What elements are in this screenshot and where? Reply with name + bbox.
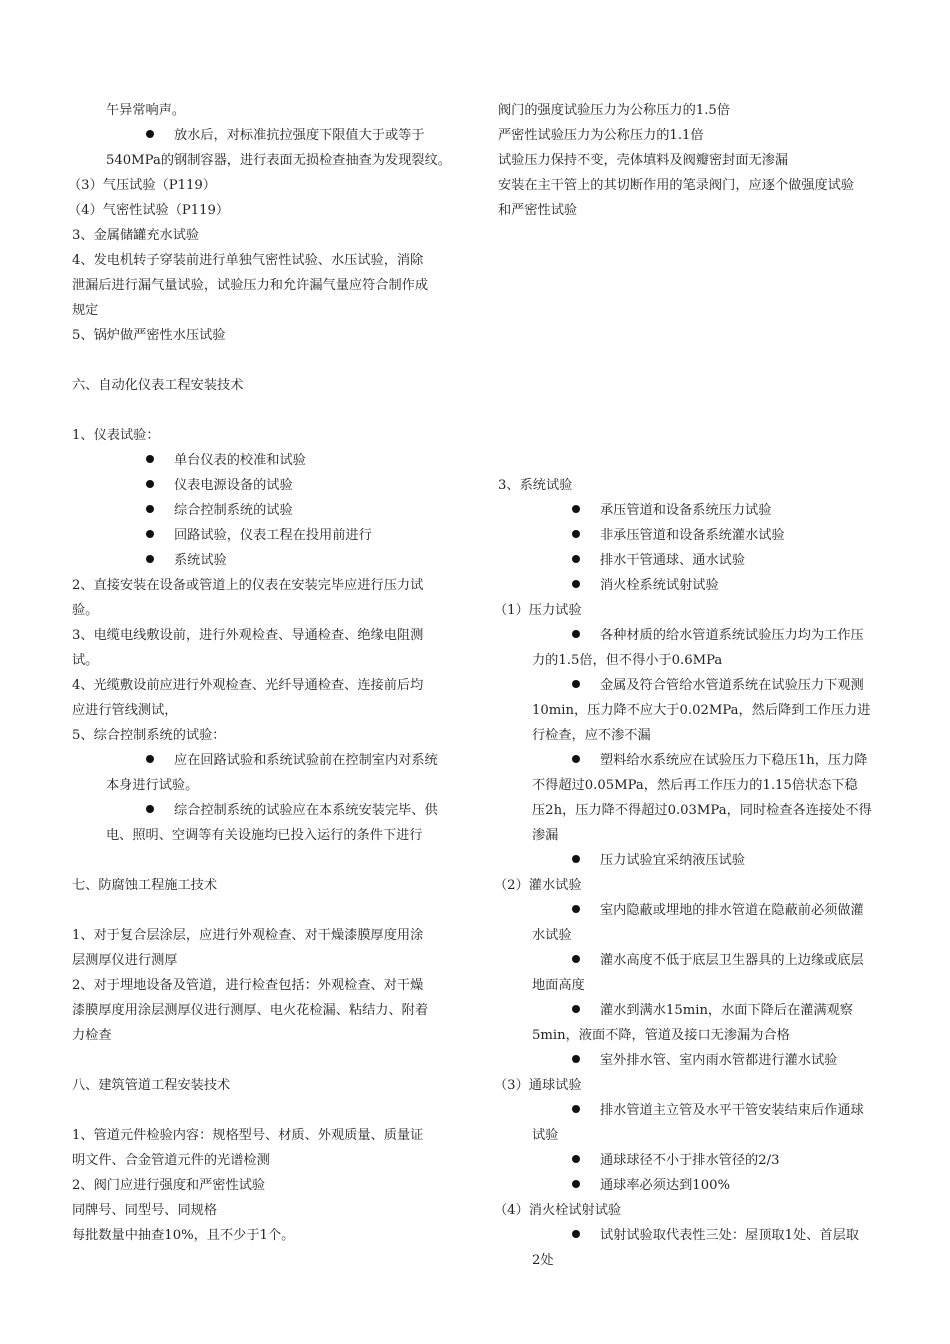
text-line: 严密性试验压力为公称压力的1.1倍	[498, 128, 704, 143]
bullet-icon	[146, 555, 154, 563]
bullet-icon	[572, 1105, 580, 1113]
text-line: 验。	[72, 603, 99, 618]
text-line: 行检查，应不渗不漏	[532, 728, 651, 743]
section-heading: 3、系统试验	[498, 478, 573, 493]
bullet-item: 应在回路试验和系统试验前在控制室内对系统	[72, 748, 467, 773]
text-line: 水试验	[532, 928, 572, 943]
text-line: 5、综合控制系统的试验：	[72, 728, 226, 743]
bullet-item: 通球率必须达到100%	[498, 1173, 893, 1198]
text-line: 2、直接安装在设备或管道上的仪表在安装完毕应进行压力试	[72, 578, 424, 593]
bullet-icon	[146, 480, 154, 488]
text-line: 540MPa的钢制容器，进行表面无损检查抽查为发现裂纹。	[106, 153, 451, 168]
bullet-item: 金属及符合管给水管道系统在试验压力下观测	[498, 673, 893, 698]
text-line: 10min，压力降不应大于0.02MPa，然后降到工作压力进	[532, 703, 871, 718]
text-line: 电、照明、空调等有关设施均已投入运行的条件下进行	[106, 828, 423, 843]
text-line: 4、发电机转子穿装前进行单独气密性试验、水压试验，消除	[72, 253, 424, 268]
sub-heading: （3）通球试验	[494, 1078, 582, 1093]
bullet-icon	[572, 1055, 580, 1063]
bullet-icon	[572, 680, 580, 688]
text-line: 层测厚仪进行测厚	[72, 953, 178, 968]
text-line: 阀门的强度试验压力为公称压力的1.5倍	[498, 103, 730, 118]
text-line: 明文件、合金管道元件的光谱检测	[72, 1153, 270, 1168]
bullet-icon	[572, 1230, 580, 1238]
bullet-item: 单台仪表的校准和试验	[72, 448, 467, 473]
text-line: 3、电缆电线敷设前，进行外观检查、导通检查、绝缘电阻测	[72, 628, 424, 643]
text-line: 力检查	[72, 1028, 112, 1043]
bullet-item: 承压管道和设备系统压力试验	[498, 498, 893, 523]
bullet-item: 压力试验宜采纳液压试验	[498, 848, 893, 873]
bullet-icon	[572, 905, 580, 913]
text-line: 1、管道元件检验内容：规格型号、材质、外观质量、质量证	[72, 1128, 424, 1143]
text-line: 2处	[532, 1253, 554, 1268]
bullet-icon	[572, 1155, 580, 1163]
bullet-icon	[572, 755, 580, 763]
bullet-icon	[146, 530, 154, 538]
right-column	[494, 98, 893, 1273]
text-line: 同牌号、同型号、同规格	[72, 1203, 218, 1218]
text-line: 力的1.5倍，但不得小于0.6MPa	[532, 653, 723, 668]
bullet-icon	[146, 455, 154, 463]
text-line: 试。	[72, 653, 99, 668]
text-line: （4）气密性试验（P119）	[68, 203, 230, 218]
bullet-item: 非承压管道和设备系统灌水试验	[498, 523, 893, 548]
bullet-icon	[572, 955, 580, 963]
section-heading: 八、建筑管道工程安装技术	[72, 1078, 231, 1093]
text-line: 安装在主干管上的其切断作用的笔录阀门，应逐个做强度试验	[498, 178, 855, 193]
sub-heading: （2）灌水试验	[494, 878, 582, 893]
text-line: 不得超过0.05MPa，然后再工作压力的1.15倍状态下稳	[532, 778, 858, 793]
bullet-icon	[146, 805, 154, 813]
bullet-item: 通球球径不小于排水管径的2/3	[498, 1148, 893, 1173]
bullet-item: 室内隐蔽或埋地的排水管道在隐蔽前必须做灌	[498, 898, 893, 923]
text-line: 和严密性试验	[498, 203, 578, 218]
bullet-item: 综合控制系统的试验	[72, 498, 467, 523]
bullet-icon	[146, 755, 154, 763]
text-line: 每批数量中抽查10%，且不少于1个。	[72, 1228, 295, 1243]
bullet-item: 各种材质的给水管道系统试验压力均为工作压	[498, 623, 893, 648]
text-line: 试验	[532, 1128, 559, 1143]
text-line: 本身进行试验。	[106, 778, 199, 793]
text-line: 5、锅炉做严密性水压试验	[72, 328, 226, 343]
bullet-item: 消火栓系统试射试验	[498, 573, 893, 598]
bullet-item: 回路试验，仪表工程在投用前进行	[72, 523, 467, 548]
text-line: 泄漏后进行漏气量试验，试验压力和允许漏气量应符合制作成	[72, 278, 429, 293]
sub-heading: （1）压力试验	[494, 603, 582, 618]
bullet-item: 排水管道主立管及水平干管安装结束后作通球	[498, 1098, 893, 1123]
sub-heading: （4）消火栓试射试验	[494, 1203, 622, 1218]
text-line: 2、阀门应进行强度和严密性试验	[72, 1178, 266, 1193]
text-line: 漆膜厚度用涂层测厚仪进行测厚、电火花检漏、粘结力、附着	[72, 1003, 429, 1018]
text-line: 应进行管线测试，	[72, 703, 178, 718]
bullet-icon	[572, 855, 580, 863]
text-line: 压2h，压力降不得超过0.03MPa，同时检查各连接处不得	[532, 803, 872, 818]
text-line: 渗漏	[532, 828, 559, 843]
bullet-item: 灌水高度不低于底层卫生器具的上边缘或底层	[498, 948, 893, 973]
bullet-icon	[572, 505, 580, 513]
bullet-icon	[146, 505, 154, 513]
text-line: 试验压力保持不变，壳体填料及阀瓣密封面无渗漏	[498, 153, 789, 168]
text-line: （3）气压试验（P119）	[68, 178, 216, 193]
left-column	[68, 98, 467, 1248]
bullet-item: 室外排水管、室内雨水管都进行灌水试验	[498, 1048, 893, 1073]
text-line: 3、金属储罐充水试验	[72, 228, 200, 243]
bullet-item: 综合控制系统的试验应在本系统安装完毕、供	[72, 798, 467, 823]
bullet-item: 排水干管通球、通水试验	[498, 548, 893, 573]
text-line: 地面高度	[532, 978, 585, 993]
bullet-item: 系统试验	[72, 548, 467, 573]
bullet-icon	[146, 130, 154, 138]
bullet-icon	[572, 630, 580, 638]
text-line: 午异常响声。	[106, 103, 186, 118]
text-line: 规定	[72, 303, 99, 318]
bullet-item: 塑料给水系统应在试验压力下稳压1h，压力降	[498, 748, 893, 773]
bullet-item: 放水后，对标准抗拉强度下限值大于或等于	[72, 123, 467, 148]
bullet-icon	[572, 555, 580, 563]
bullet-icon	[572, 1180, 580, 1188]
bullet-item: 试射试验取代表性三处：屋顶取1处、首层取	[498, 1223, 893, 1248]
bullet-item: 灌水到满水15min，水面下降后在灌满观察	[498, 998, 893, 1023]
section-heading: 六、自动化仪表工程安装技术	[72, 378, 244, 393]
bullet-icon	[572, 580, 580, 588]
bullet-item: 仪表电源设备的试验	[72, 473, 467, 498]
text-line: 1、对于复合层涂层，应进行外观检查、对干燥漆膜厚度用涂	[72, 928, 424, 943]
text-line: 1、仪表试验：	[72, 428, 160, 443]
bullet-icon	[572, 1005, 580, 1013]
bullet-icon	[572, 530, 580, 538]
section-heading: 七、防腐蚀工程施工技术	[72, 878, 218, 893]
text-line: 4、光缆敷设前应进行外观检查、光纤导通检查、连接前后均	[72, 678, 424, 693]
text-line: 5min，液面不降，管道及接口无渗漏为合格	[532, 1028, 790, 1043]
text-line: 2、对于埋地设备及管道，进行检查包括：外观检查、对干燥	[72, 978, 424, 993]
